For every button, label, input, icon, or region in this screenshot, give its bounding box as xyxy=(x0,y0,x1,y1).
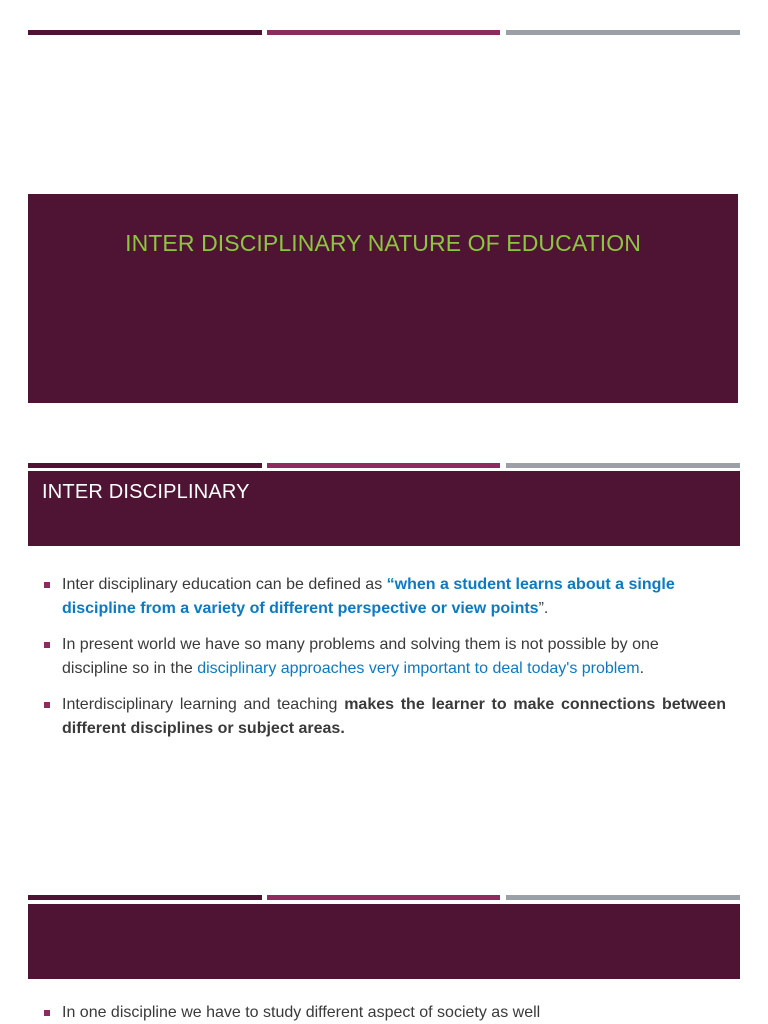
bullet-text: Interdisciplinary learning and teaching xyxy=(62,696,345,713)
section-heading: INTER DISCIPLINARY xyxy=(42,481,250,503)
list-item xyxy=(44,573,726,621)
bullet-list xyxy=(44,1001,726,1024)
bullet-square-icon xyxy=(44,582,50,588)
accent-stripe-grey xyxy=(506,895,740,900)
list-item xyxy=(44,693,726,741)
title-slide-box xyxy=(28,194,738,403)
list-item xyxy=(44,1001,726,1024)
accent-stripe-dark xyxy=(28,463,262,468)
bullet-text-suffix: ”. xyxy=(538,600,549,617)
definition-quote: “when a student learns about a single discipline from a variety of different perspective or view points xyxy=(62,576,675,617)
bullet-text-suffix: . xyxy=(639,660,645,677)
accent-stripe-grey xyxy=(506,463,740,468)
section-header-band xyxy=(28,904,740,979)
accent-stripe-grey xyxy=(506,30,740,35)
accent-stripe-rose xyxy=(267,895,500,900)
accent-stripe-dark xyxy=(28,895,262,900)
bullet-text: In present world we have so many problems and solving them is not possible by one discipline so in the xyxy=(62,636,659,677)
bullet-square-icon xyxy=(44,642,50,648)
slide-title: INTER DISCIPLINARY NATURE OF EDUCATION xyxy=(125,230,641,256)
bullet-text: Inter disciplinary education can be defined as xyxy=(62,576,387,593)
bullet-square-icon xyxy=(44,702,50,708)
accent-stripe-dark xyxy=(28,30,262,35)
bullet-list xyxy=(44,573,726,741)
accent-stripe-rose xyxy=(267,463,500,468)
bold-phrase: makes the learner to make connections between different disciplines or subject areas. xyxy=(62,696,726,737)
highlighted-phrase: disciplinary approaches very important to deal today's problem xyxy=(197,660,640,677)
section-header-band xyxy=(28,471,740,546)
bullet-square-icon xyxy=(44,1010,50,1016)
bullet-text: In one discipline we have to study different aspect of society as well xyxy=(62,1004,541,1021)
list-item xyxy=(44,633,726,681)
accent-stripe-rose xyxy=(267,30,500,35)
